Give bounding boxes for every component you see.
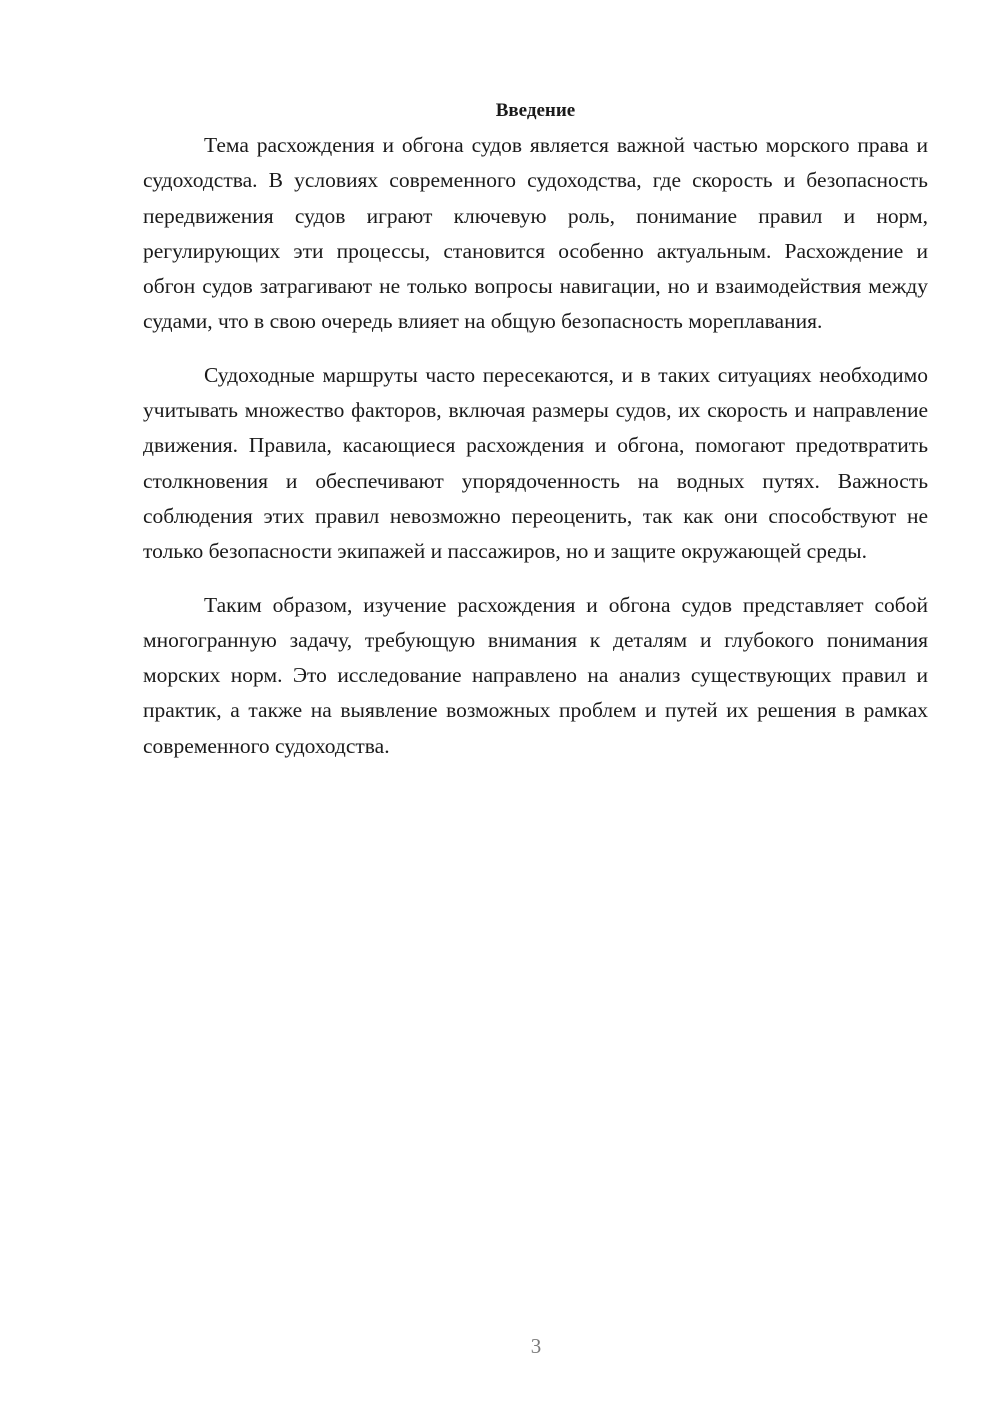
paragraph-intro: Тема расхождения и обгона судов является важной частью морского права и судоходства. В условиях современного судоходства, где скорость и безопасность передвижения судов играют ключевую роль, понимание правил и норм, регулирующих эти процессы, становится особенно актуальным. Расхождение и обгон судов затрагивают не только вопросы навигации, но и взаимодействия между судами, что в свою очередь влияет на общую безопасность мореплавания. [143,133,928,334]
section-heading: Введение [495,100,576,121]
page-number: 3 [530,1334,542,1358]
page-content [143,96,928,782]
paragraph-routes: Судоходные маршруты часто пересекаются, и в таких ситуациях необходимо учитывать множество факторов, включая размеры судов, их скорость и направление движения. Правила, касающиеся расхождения и обгона, помогают предотвратить столкновения и обеспечивают упорядоченность на водных путях. Важность соблюдения этих правил невозможно переоценить, так как они способствуют не только безопасности экипажей и пассажиров, но и защите окружающей среды. [143,362,928,564]
paragraph-conclusion: Таким образом, изучение расхождения и обгона судов представляет собой многогранную задачу, требующую внимания к деталям и глубокого понимания морских норм. Это исследование направлено на анализ существующих правил и практик, а также на выявление возможных проблем и путей их решения в рамках современного судоходства. [143,592,928,758]
